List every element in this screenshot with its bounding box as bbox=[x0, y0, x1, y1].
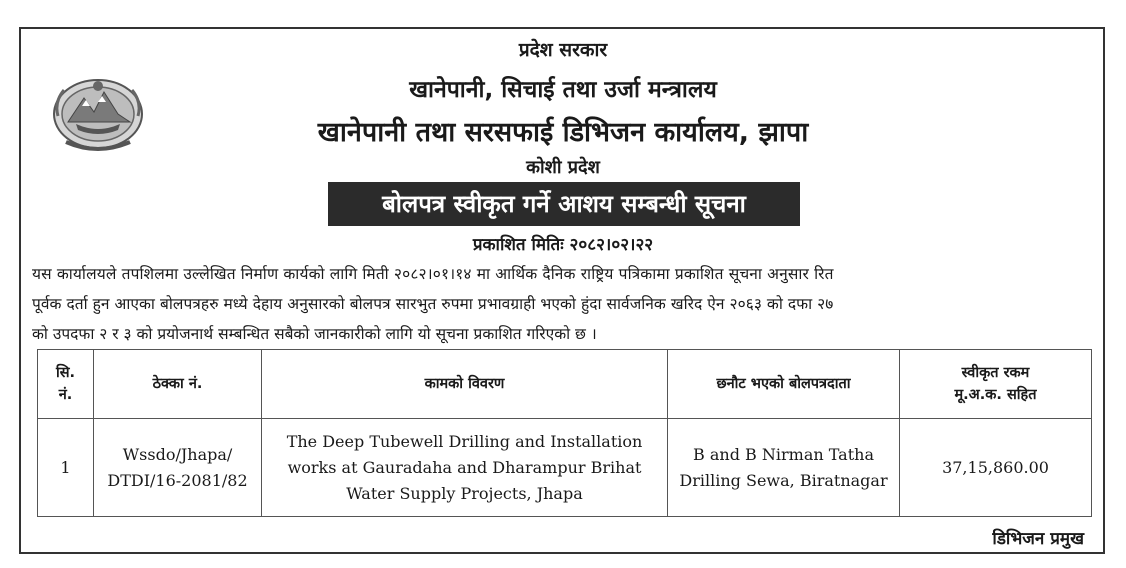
cell-work-description: The Deep Tubewell Drilling and Installation works at Gauradaha and Dharampur Brihat Water Supply Projects, Jhapa bbox=[262, 419, 668, 517]
header-work-description: कामको विवरण bbox=[262, 350, 668, 419]
header-approved-amount: स्वीकृत रकम मू.अ.क. सहित bbox=[900, 350, 1092, 419]
cell-approved-amount: 37,15,860.00 bbox=[900, 419, 1092, 517]
published-date: प्रकाशित मितिः २०८२।०२।२२ bbox=[472, 235, 654, 255]
header-ministry: खानेपानी, सिचाई तथा उर्जा मन्त्रालय bbox=[409, 77, 717, 103]
table-header-row bbox=[38, 350, 1092, 419]
header-province: कोशी प्रदेश bbox=[526, 157, 600, 178]
table-row bbox=[38, 419, 1092, 517]
notice-body-line: यस कार्यालयले तपशिलमा उल्लेखित निर्माण कार्यको लागि मिती २०८२।०१।१४ मा आर्थिक दैनिक राष्ट्रिय पत्रिकामा प्रकाशित सूचना अनुसार रित bbox=[32, 265, 834, 283]
cell-contract-number: Wssdo/Jhapa/ DTDI/16-2081/82 bbox=[94, 419, 262, 517]
bid-acceptance-table bbox=[37, 349, 1092, 517]
cell-selected-bidder: B and B Nirman Tatha Drilling Sewa, Biratnagar bbox=[668, 419, 900, 517]
notice-body-line: को उपदफा २ र ३ को प्रयोजनार्थ सम्बन्धित सबैको जानकारीको लागि यो सूचना प्रकाशित गरिएको छ । bbox=[32, 325, 597, 343]
notice-title-banner: बोलपत्र स्वीकृत गर्ने आशय सम्बन्धी सूचना bbox=[328, 182, 800, 226]
header-state-government: प्रदेश सरकार bbox=[518, 39, 608, 61]
header-office: खानेपानी तथा सरसफाई डिभिजन कार्यालय, झापा bbox=[317, 117, 809, 148]
signature-division-chief: डिभिजन प्रमुख bbox=[992, 529, 1084, 549]
header-contract-number: ठेक्का नं. bbox=[94, 350, 262, 419]
notice-body-line: पूर्वक दर्ता हुन आएका बोलपत्रहरु मध्ये देहाय अनुसारको बोलपत्र सारभुत रुपमा प्रभावग्राही भएको हुंदा सार्वजनिक खरिद ऐन २०६३ को दफा २७ bbox=[32, 295, 834, 313]
cell-serial-number: 1 bbox=[38, 419, 94, 517]
header-selected-bidder: छनौट भएको बोलपत्रदाता bbox=[668, 350, 900, 419]
header-serial-number: सि. नं. bbox=[38, 350, 94, 419]
